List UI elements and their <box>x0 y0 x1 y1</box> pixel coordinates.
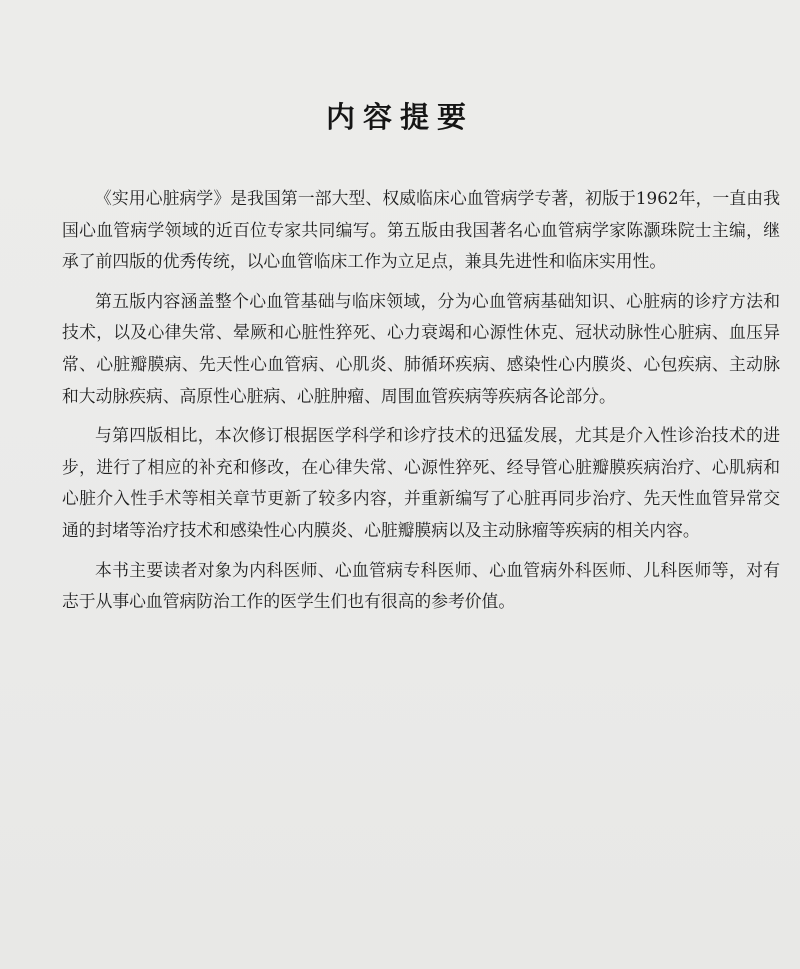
page-title: 内容提要 <box>325 100 474 134</box>
paragraph-2: 第五版内容涵盖整个心血管基础与临床领域，分为心血管病基础知识、心脏病的诊疗方法和技术，以及心律失常、晕厥和心脏性猝死、心力衰竭和心源性休克、冠状动脉性心脏病、血压异常、心脏瓣膜病、先天性心血管病、心肌炎、肺循环疾病、感染性心内膜炎、心包疾病、主动脉和大动脉疾病、高原性心脏病、心脏肿瘤、周围血管疾病等疾病各论部分。 <box>62 290 780 406</box>
paragraph-4: 本书主要读者对象为内科医师、心血管病专科医师、心血管病外科医师、儿科医师等，对有志于从事心血管病防治工作的医学生们也有很高的参考价值。 <box>62 559 780 612</box>
summary-body <box>62 183 780 626</box>
paragraph-3: 与第四版相比，本次修订根据医学科学和诊疗技术的迅猛发展，尤其是介入性诊治技术的进步，进行了相应的补充和修改，在心律失常、心源性猝死、经导管心脏瓣膜疾病治疗、心肌病和心脏介入性手术等相关章节更新了较多内容，并重新编写了心脏再同步治疗、先天性血管异常交通的封堵等治疗技术和感染性心内膜炎、心脏瓣膜病以及主动脉瘤等疾病的相关内容。 <box>62 425 780 540</box>
paragraph-1: 《实用心脏病学》是我国第一部大型、权威临床心血管病学专著，初版于1962年，一直由我国心血管病学领域的近百位专家共同编写。第五版由我国著名心血管病学家陈灏珠院士主编，继承了前四版的优秀传统，以心血管临床工作为立足点，兼具先进性和临床实用性。 <box>62 188 780 272</box>
